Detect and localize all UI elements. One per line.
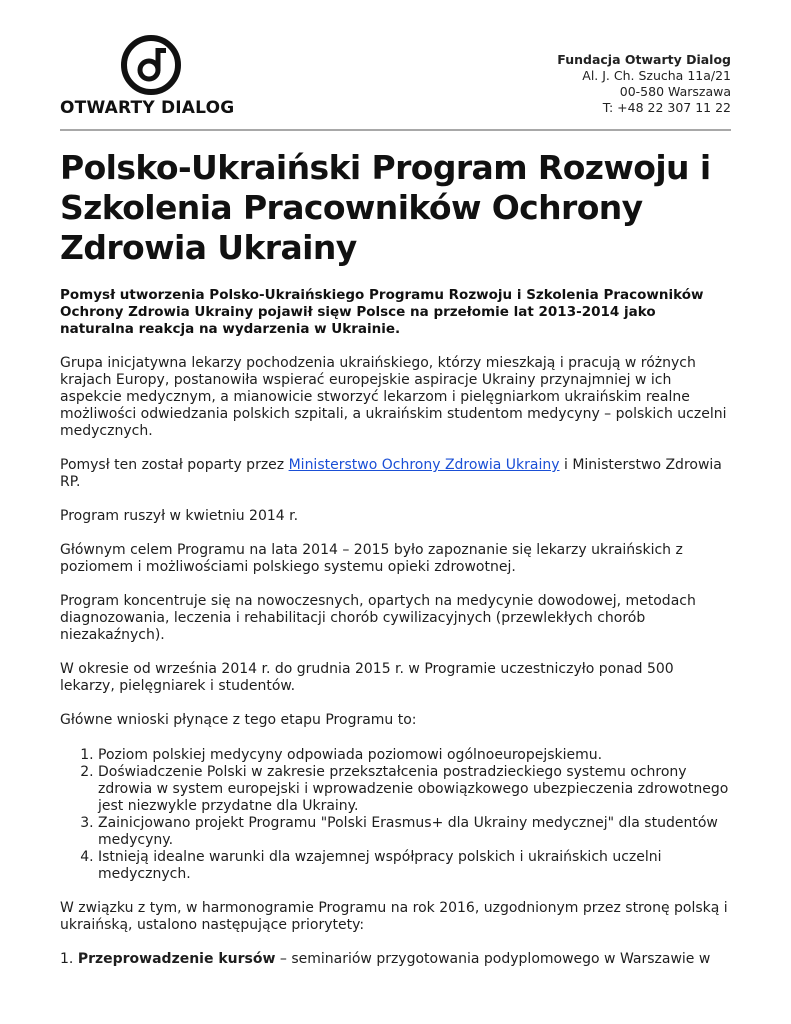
lead-paragraph: Pomysł utworzenia Polsko-Ukraińskiego Programu Rozwoju i Szkolenia Pracowników Ochrony Zdrowia Ukrainy pojawił sięw Polsce na przełomie lat 2013-2014 jako naturalna reakcja na wydarzenia w Ukrainie. [60,287,704,337]
document-title: Polsko-Ukraiński Program Rozwoju i Szkolenia Pracowników Ochrony Zdrowia Ukrainy [60,148,711,267]
priority-description: – seminariów przygotowania podyplomowego w Warszawie w [275,951,711,967]
contact-block [557,52,731,116]
conclusions-list [60,747,731,883]
paragraph-start: Program ruszył w kwietniu 2014 r. [60,508,299,524]
document-body [60,148,731,968]
priority-number: 1. [60,951,78,967]
logo-text: OTWARTY DIALOG [60,98,235,118]
ministry-link[interactable]: Ministerstwo Ochrony Zdrowia Ukrainy [288,457,560,473]
paragraph-focus: Program koncentruje się na nowoczesnych, opartych na medycynie dowodowej, metodach diagnozowania, leczenia i rehabilitacji chorób cywilizacyjnych (przewlekłych chorób niezakaźnych). [60,593,696,643]
list-item: 4. Istnieją idealne warunki dla wzajemnej współpracy polskich i ukraińskich uczelni medycznych. [98,849,731,883]
list-item: 2. Doświadczenie Polski w zakresie przekształcenia postradzieckiego systemu ochrony zdrowia w system europejski i wprowadzenie obowiązkowego ubezpieczenia zdrowotnego jest niezwykle przydatne dla Ukrainy. [98,764,731,815]
paragraph-priorities: W związku z tym, w harmonogramie Programu na rok 2016, uzgodnionym przez stronę polską i ukraińską, ustalono następujące priorytety: [60,900,728,933]
paragraph-participants: W okresie od września 2014 r. do grudnia 2015 r. w Programie uczestniczyło ponad 500 lekarzy, pielęgniarek i studentów. [60,661,674,694]
list-item: 1. Poziom polskiej medycyny odpowiada poziomowi ogólnoeuropejskiemu. [98,747,731,764]
address-line-1: Al. J. Ch. Szucha 11a/21 [582,68,731,83]
otwarty-dialog-logo-icon [120,34,182,96]
paragraph-conclusions-intro: Główne wnioski płynące z tego etapu Programu to: [60,712,417,728]
address-line-2: 00-580 Warszawa [619,84,731,99]
header-divider [60,129,731,131]
paragraph-goal: Głównym celem Programu na lata 2014 – 2015 było zapoznanie się lekarzy ukraińskich z poziomem i możliwościami polskiego systemu opieki zdrowotnej. [60,542,683,575]
phone-number: T: +48 22 307 11 22 [602,100,731,115]
paragraph-priority-1 [60,951,731,968]
logo [60,34,246,120]
support-text-after: i Ministerstwo Zdrowia RP. [60,457,722,490]
paragraph-support [60,457,731,491]
support-text-before: Pomysł ten został poparty przez [60,457,289,473]
org-name: Fundacja Otwarty Dialog [557,52,731,67]
paragraph-initiative: Grupa inicjatywna lekarzy pochodzenia ukraińskiego, którzy mieszkają i pracują w różnych krajach Europy, postanowiła wspierać europejskie aspiracje Ukrainy przynajmniej w ich aspekcie medycznym, a mianowicie stworzyć lekarzom i pielęgniarkom ukraińskim realne możliwości odwiedzania polskich szpitali, a ukraińskim studentom medycyny – polskich uczelni medycznych. [60,355,727,439]
list-item: 3. Zainicjowano projekt Programu "Polski Erasmus+ dla Ukrainy medycznej" dla studentów medycyny. [98,815,731,849]
priority-title: Przeprowadzenie kursów [77,951,276,967]
